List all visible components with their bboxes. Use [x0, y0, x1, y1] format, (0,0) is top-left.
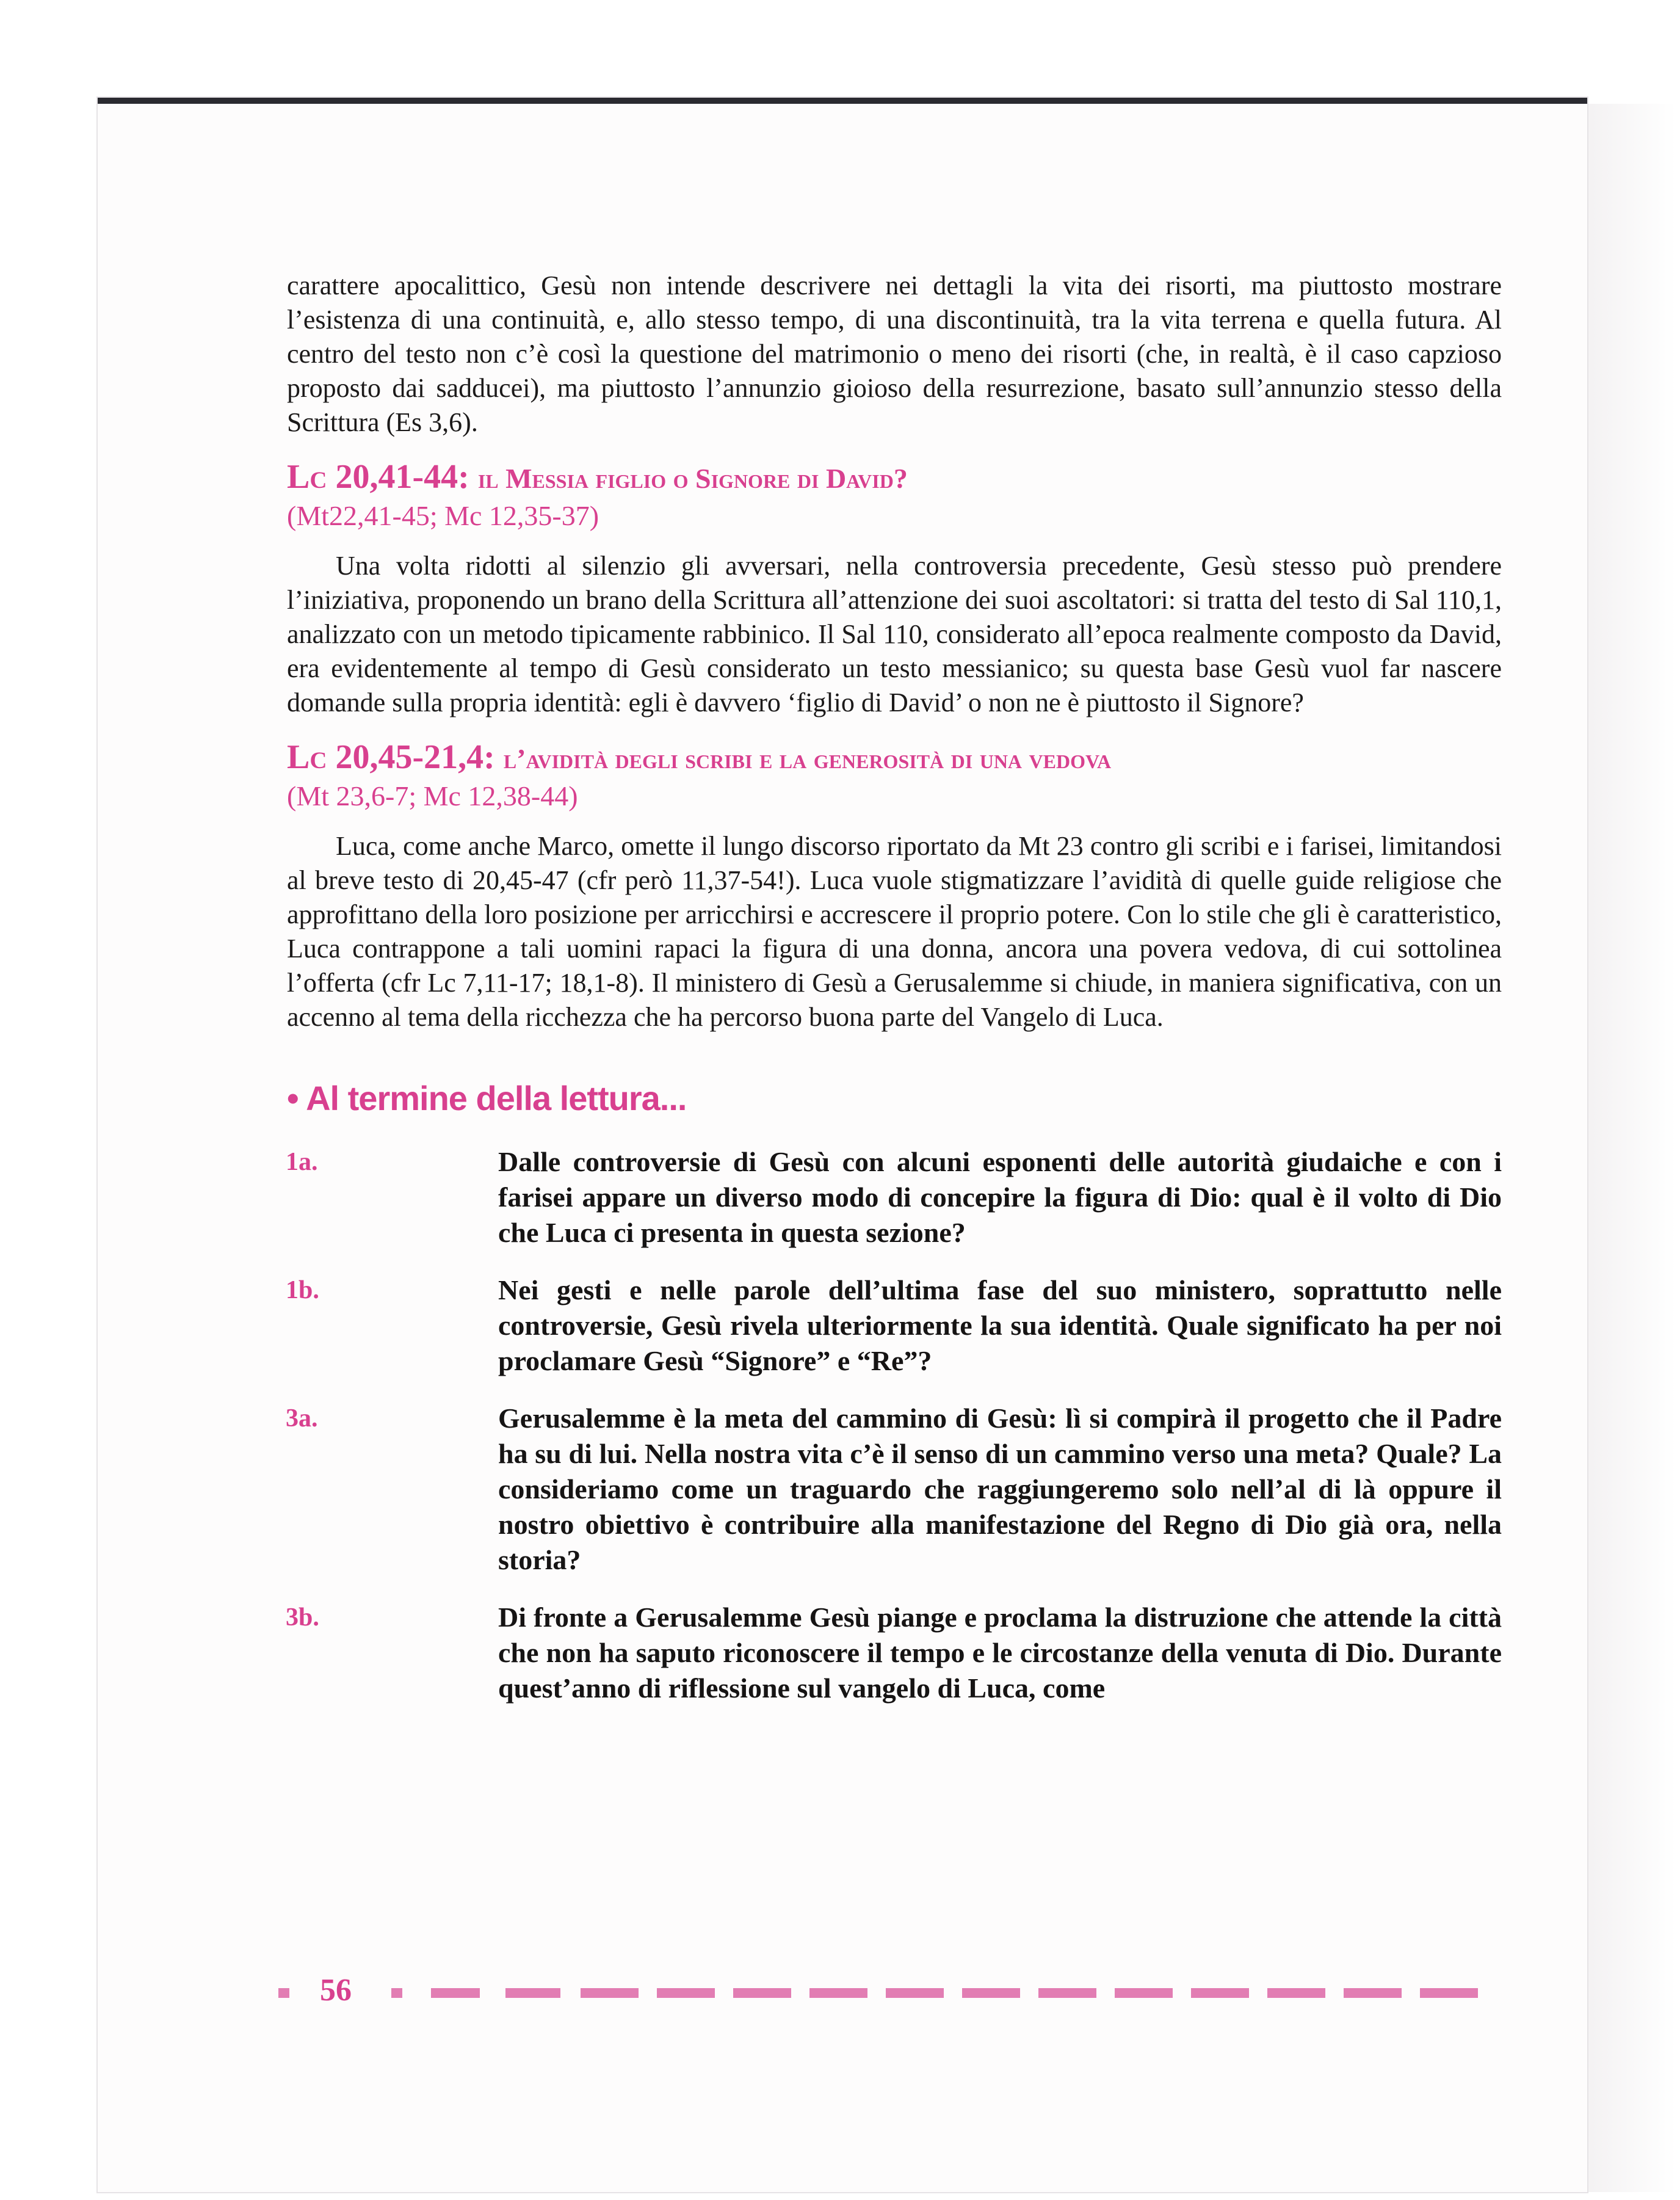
section-heading [287, 457, 1502, 499]
footer-decor-bar [886, 1988, 944, 1998]
question-number: 3a. [286, 1404, 318, 1432]
footer-decor-bar [431, 1988, 480, 1998]
footer-decor-bar [1191, 1988, 1249, 1998]
footer-decor-bar [1115, 1988, 1173, 1998]
question-text: Di fronte a Gerusalemme Gesù piange e proclama la distruzione che attende la città che non ha saputo riconoscere il tempo e le circostanze della venuta di Dio. Durante quest’anno di riflessione sul vangelo di Luca, come [498, 1602, 1502, 1704]
question-number: 1b. [286, 1276, 319, 1304]
question-text: Dalle controversie di Gesù con alcuni esponenti delle autorità giudaiche e con i farisei appare un diverso modo di concepire la figura di Dio: qual è il volto di Dio che Luca ci presenta in questa sezione? [498, 1146, 1502, 1248]
section-vedova [287, 737, 1502, 1034]
facing-page-edge [1584, 104, 1676, 2192]
section-parallels: (Mt 23,6-7; Mc 12,38-44) [287, 780, 578, 811]
footer-decor-bar [1267, 1988, 1325, 1998]
section-text: Luca, come anche Marco, omette il lungo discorso riportato da Mt 23 contro gli scribi e i farisei, limitandosi al breve testo di 20,45-47 (cfr però 11,37-54!). Luca vuole stigmatizzare l’avidità di quelle guide religiose che approfittano della loro posizione per arricchirsi e accrescere il proprio potere. Con lo stile che gli è caratteristico, Luca contrappone a tali uomini rapaci la figura di una donna, ancora una povera vedova, di cui sottolinea l’offerta (cfr Lc 7,11-17; 18,1-8). Il ministero di Gesù a Gerusalemme si chiude, in maniera significativa, con un accenno al tema della ricchezza che ha percorso buona parte del Vangelo di Luca. [287, 831, 1502, 1032]
question-item [287, 1272, 1502, 1379]
footer-decor-bar [1420, 1988, 1478, 1998]
page-content [287, 269, 1502, 1728]
footer-decor-bar [809, 1988, 867, 1998]
footer-decor-bar [1344, 1988, 1402, 1998]
intro-paragraph: carattere apocalittico, Gesù non intende descrivere nei dettagli la vita dei risorti, ma piuttosto mostrare l’esistenza di una continuità, e, allo stesso tempo, di una discontinuità, tra la vita terrena e quella futura. Al centro del testo non c’è così la questione del matrimonio o meno dei risorti (che, in realtà, è il caso capzioso proposto dai sadducei), ma piuttosto l’annunzio gioioso della resurrezione, basato sull’annunzio stesso della Scrittura (Es 3,6). [287, 270, 1502, 437]
question-item [287, 1600, 1502, 1706]
section-messia [287, 457, 1502, 720]
question-item [287, 1144, 1502, 1251]
footer-decor-mark [391, 1988, 402, 1998]
section-title: il Messia figlio o Signore di David? [477, 463, 908, 494]
question-number: 3b. [286, 1603, 319, 1632]
section-text: Una volta ridotti al silenzio gli avversari, nella controversia precedente, Gesù stesso può prendere l’iniziativa, proponendo un brano della Scrittura all’attenzione dei suoi ascoltatori: si tratta del testo di Sal 110,1, analizzato con un metodo tipicamente rabbinico. Il Sal 110, considerato all’epoca realmente composto da David, era evidentemente al tempo di Gesù considerato un testo messianico; su questa base Gesù vuol far nascere domande sulla propria identità: egli è davvero ‘figlio di David’ o non ne è piuttosto il Signore? [287, 551, 1502, 717]
page-footer [278, 1972, 1499, 2009]
footer-decor-mark [278, 1988, 289, 1998]
section-parallels: (Mt22,41-45; Mc 12,35-37) [287, 500, 599, 531]
question-text: Nei gesti e nelle parole dell’ultima fase del suo ministero, soprattutto nelle controversie, Gesù rivela ulteriormente la sua identità. Quale significato ha per noi proclamare Gesù “Signore” e “Re”? [498, 1274, 1502, 1376]
footer-decor-bar [962, 1988, 1020, 1998]
footer-decor-bar [1038, 1988, 1096, 1998]
question-number: 1a. [286, 1148, 318, 1176]
section-title: l’avidità degli scribi e la generosità di una vedova [503, 743, 1112, 774]
page-number: 56 [320, 1973, 352, 2008]
footer-decor-bar [657, 1988, 715, 1998]
footer-decor-bar [733, 1988, 791, 1998]
final-heading: • Al termine della lettura... [287, 1079, 687, 1117]
footer-decor-bar [581, 1988, 639, 1998]
section-heading [287, 737, 1502, 779]
question-text: Gerusalemme è la meta del cammino di Gesù: lì si compirà il progetto che il Padre ha su di lui. Nella nostra vita c’è il senso di un cammino verso una meta? Quale? La consideriamo come un traguardo che raggiungeremo solo nell’al di là oppure il nostro obiettivo è contribuire alla manifestazione del Regno di Dio già ora, nella storia? [498, 1403, 1502, 1575]
section-ref: Lc 20,45-21,4: [287, 738, 495, 776]
section-ref: Lc 20,41-44: [287, 458, 469, 496]
footer-decor-bar [505, 1988, 560, 1998]
question-item [287, 1401, 1502, 1578]
